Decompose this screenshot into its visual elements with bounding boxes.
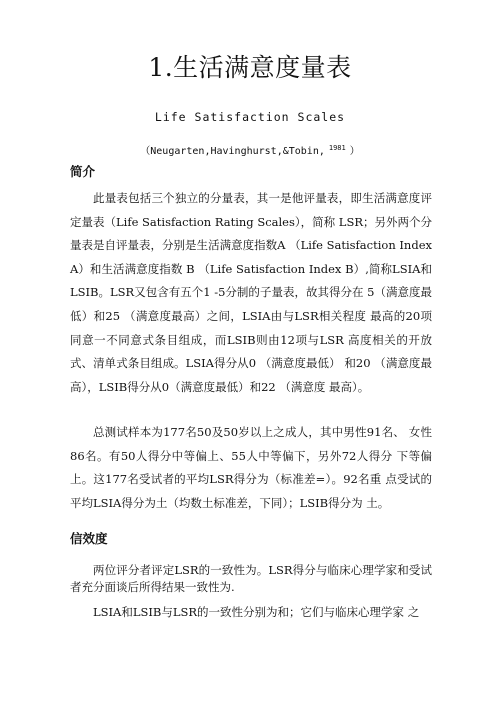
reliability-paragraph-1: 两位评分者评定LSR的一致性为。LSR得分与临床心理学家和受试者充分面谈后所得结果一致性为. bbox=[70, 563, 432, 594]
section-heading-intro: 简介 bbox=[70, 164, 96, 179]
reliability-paragraph-2: LSIA和LSIB与LSR的一致性分别为和；它们与临床心理学家 之 bbox=[93, 605, 420, 619]
page-title: 1.生活满意度量表 bbox=[148, 53, 352, 82]
english-subtitle: Life Satisfaction Scales bbox=[154, 110, 346, 124]
citation bbox=[0, 141, 500, 159]
citation-close: ） bbox=[349, 146, 360, 157]
citation-authors: （Neugarten,Havinghurst,&Tobin, bbox=[140, 146, 325, 157]
section-heading-reliability: 信效度 bbox=[70, 531, 108, 546]
intro-paragraph-1: 此量表包括三个独立的分量表，其一是他评量表，即生活满意度评定量表（Life Satisfaction Rating Scales），简称 LSR；另外两个分量表是自评量表，分别是生活满意度指数A （Life Satisfaction Index A）和生活满意度指数 B （Life Satisfaction Index B）,简称LSIA和LSIB。LSR又包含有五个1 -5分制的子量表，故其得分在 5（满意度最低）和25 （满意度最高）之间，LSIA由与LSR相关程度 最高的20项同意一不同意式条目组成，而LSIB则由12项与LSR 高度相关的开放式、清单式条目组成。LSIA得分从0 （满意度最低） 和20 （满意度最高），LSIB得分从0（满意度最低）和22 （满意度 最高）。 bbox=[70, 191, 432, 394]
citation-year: 1981 bbox=[328, 144, 346, 152]
intro-paragraph-2: 总测试样本为177名50及50岁以上之成人，其中男性91名、 女性86名。有50人得分中等偏上、55人中等偏下，另外72人得分 下等偏上。这177名受试者的平均LSR得分为（标准差=）。92名重 点受试的平均LSIA得分为土（均数土标准差，下同）；LSIB得分为 土。 bbox=[70, 425, 432, 510]
